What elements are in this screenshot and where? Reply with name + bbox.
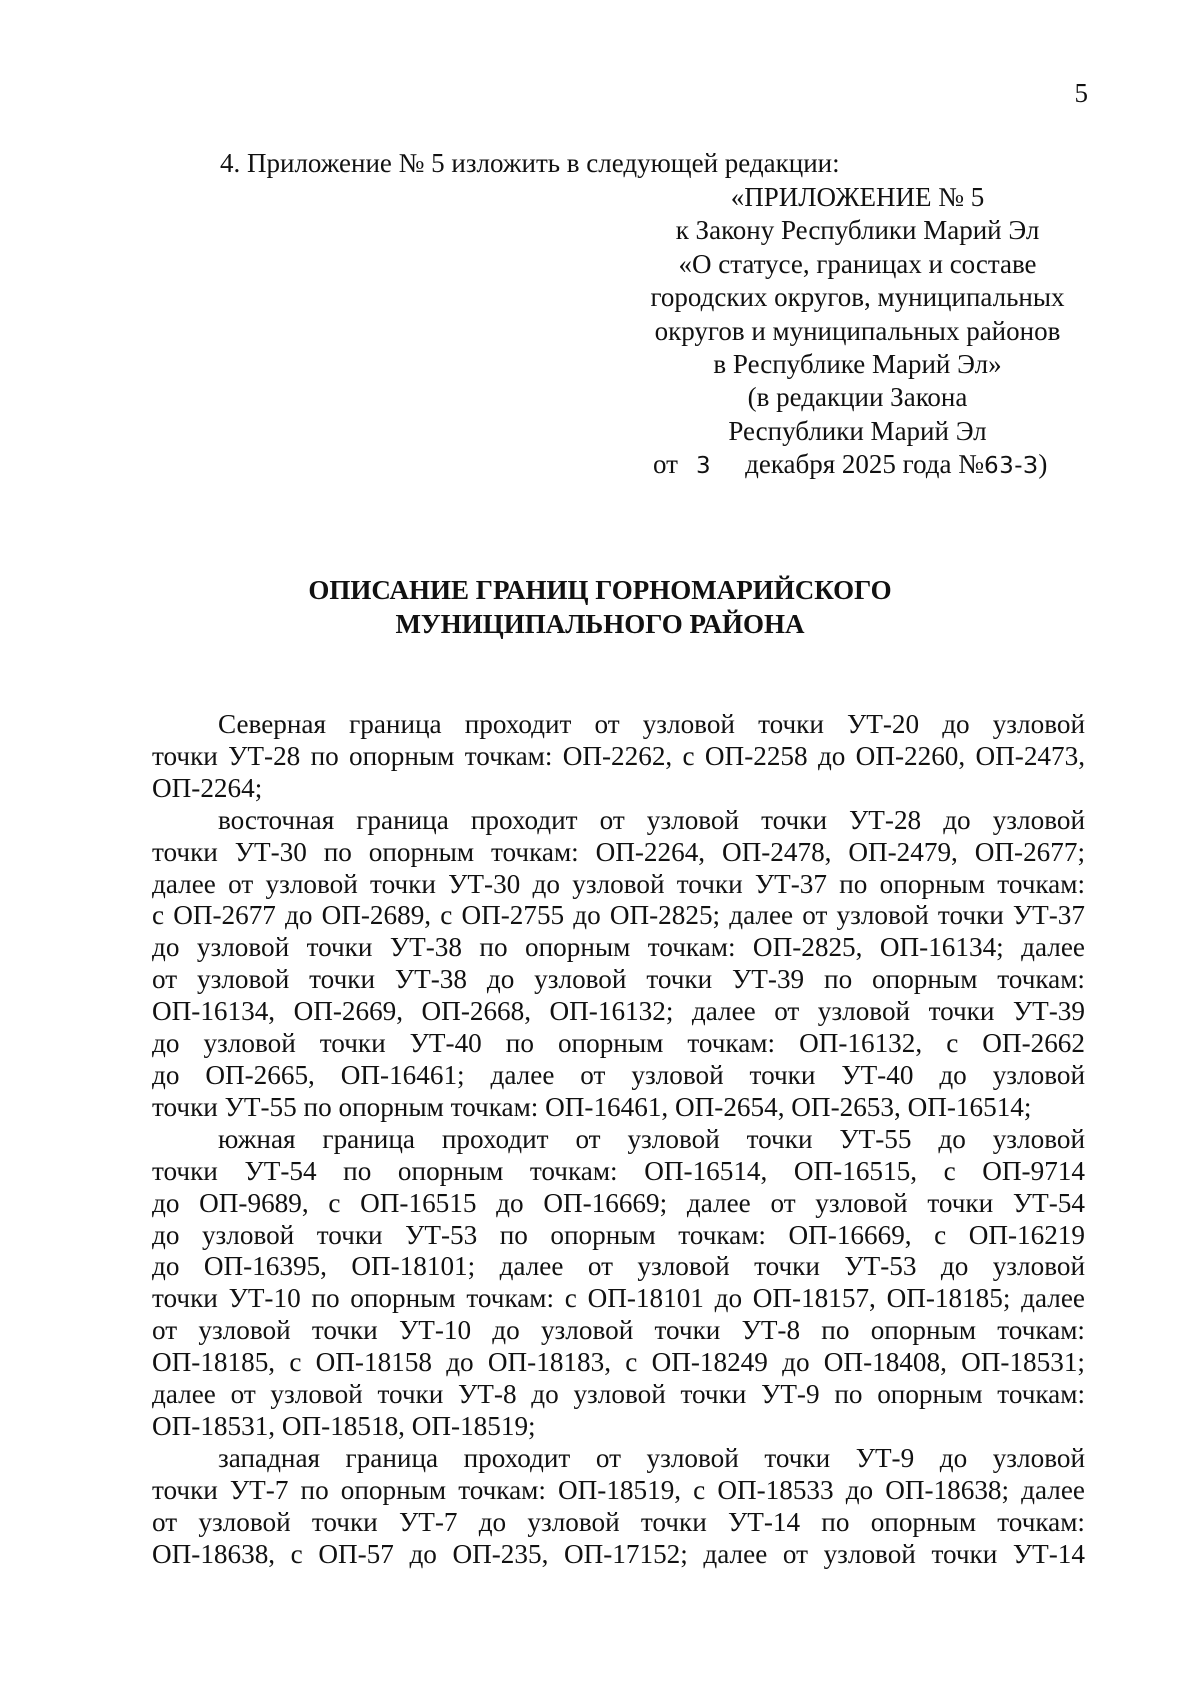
text-line: Северная граница проходит от узловой точки УТ-20 до узловой (218, 709, 1085, 739)
paragraph-north-border (152, 709, 1085, 805)
text-line: восточная граница проходит от узловой точки УТ-28 до узловой (218, 804, 1085, 835)
text-line: точки УТ-55 по опорным точкам: ОП-16461, ОП-2654, ОП-2653, ОП-16514; (152, 1091, 1032, 1122)
text-line: ОП-18185, с ОП-18158 до ОП-18183, с ОП-18249 до ОП-18408, ОП-18531; (152, 1347, 1085, 1378)
text-line: точки УТ-54 по опорным точкам: ОП-16514, ОП-16515, с ОП-9714 (152, 1155, 1085, 1186)
page-number: 5 (1074, 78, 1088, 108)
text-line: точки УТ-28 по опорным точкам: ОП-2262, с ОП-2258 до ОП-2260, ОП-2473, (152, 740, 1085, 771)
annex-line: «О статусе, границах и составе (678, 248, 1037, 279)
text-line: от узловой точки УТ-38 до узловой точки УТ-39 по опорным точкам: (152, 964, 1085, 995)
text-line: точки УТ-10 по опорным точкам: с ОП-18101 до ОП-18157, ОП-18185; далее (152, 1283, 1085, 1314)
annex-line: округов и муниципальных районов (654, 315, 1061, 346)
annex-line: «ПРИЛОЖЕНИЕ № 5 (730, 182, 985, 212)
annex-line: к Закону Республики Марий Эл (675, 215, 1040, 246)
text-line: ОП-18531, ОП-18518, ОП-18519; (152, 1410, 536, 1441)
annex-line: городских округов, муниципальных (650, 282, 1065, 313)
text-line: от узловой точки УТ-7 до узловой точки УТ-14 по опорным точкам: (152, 1506, 1085, 1537)
text-line: ОП-18638, с ОП-57 до ОП-235, ОП-17152; далее от узловой точки УТ-14 (152, 1538, 1085, 1569)
text-line: ОП-2264; (152, 772, 263, 803)
text-line: до узловой точки УТ-40 по опорным точкам: ОП-16132, с ОП-2662 (152, 1028, 1085, 1059)
text-line: до ОП-16395, ОП-18101; далее от узловой точки УТ-53 до узловой (152, 1251, 1085, 1282)
paragraph-west-border (152, 1443, 1085, 1571)
text-line: до узловой точки УТ-53 по опорным точкам: ОП-16669, с ОП-16219 (152, 1219, 1085, 1250)
intro-paragraph: 4. Приложение № 5 изложить в следующей редакции: (220, 148, 840, 178)
paragraph-east-border (152, 805, 1085, 1124)
text-line: точки УТ-30 по опорным точкам: ОП-2264, ОП-2478, ОП-2479, ОП-2677; (152, 836, 1085, 867)
document-body (152, 709, 1085, 1570)
text-line: далее от узловой точки УТ-8 до узловой точки УТ-9 по опорным точкам: (152, 1379, 1085, 1410)
text-line: западная граница проходит от узловой точки УТ-9 до узловой (218, 1442, 1085, 1473)
title-line-2: МУНИЦИПАЛЬНОГО РАЙОНА (395, 609, 805, 639)
annex-header (615, 181, 1100, 484)
date-day-handwritten: 3 (695, 453, 712, 480)
text-line: до узловой точки УТ-38 по опорным точкам: ОП-2825, ОП-16134; далее (152, 932, 1085, 963)
text-line: южная граница проходит от узловой точки УТ-55 до узловой (218, 1123, 1085, 1154)
text-line: ОП-16134, ОП-2669, ОП-2668, ОП-16132; далее от узловой точки УТ-39 (152, 996, 1085, 1027)
text-line: до ОП-2665, ОП-16461; далее от узловой точки УТ-40 до узловой (152, 1059, 1085, 1090)
annex-date-line (615, 448, 1100, 483)
text-line: точки УТ-7 по опорным точкам: ОП-18519, с ОП-18533 до ОП-18638; далее (152, 1474, 1085, 1505)
text-line: далее от узловой точки УТ-30 до узловой точки УТ-37 по опорным точкам: (152, 868, 1085, 899)
text-line: с ОП-2677 до ОП-2689, с ОП-2755 до ОП-2825; далее от узловой точки УТ-37 (152, 900, 1085, 931)
title-line-1: ОПИСАНИЕ ГРАНИЦ ГОРНОМАРИЙСКОГО (308, 575, 892, 605)
annex-line: в Республике Марий Эл» (713, 349, 1002, 380)
document-title (150, 573, 1050, 641)
date-text: декабря 2025 года № (745, 449, 985, 480)
text-line: до ОП-9689, с ОП-16515 до ОП-16669; далее от узловой точки УТ-54 (152, 1187, 1085, 1218)
text-line: от узловой точки УТ-10 до узловой точки УТ-8 по опорным точкам: (152, 1315, 1085, 1346)
date-suffix: ) (1038, 449, 1048, 480)
date-prefix: от (653, 449, 678, 480)
paragraph-south-border (152, 1124, 1085, 1443)
annex-line: (в редакции Закона (747, 382, 968, 413)
law-number-handwritten: 63-З (984, 453, 1039, 480)
annex-line: Республики Марий Эл (728, 415, 987, 446)
